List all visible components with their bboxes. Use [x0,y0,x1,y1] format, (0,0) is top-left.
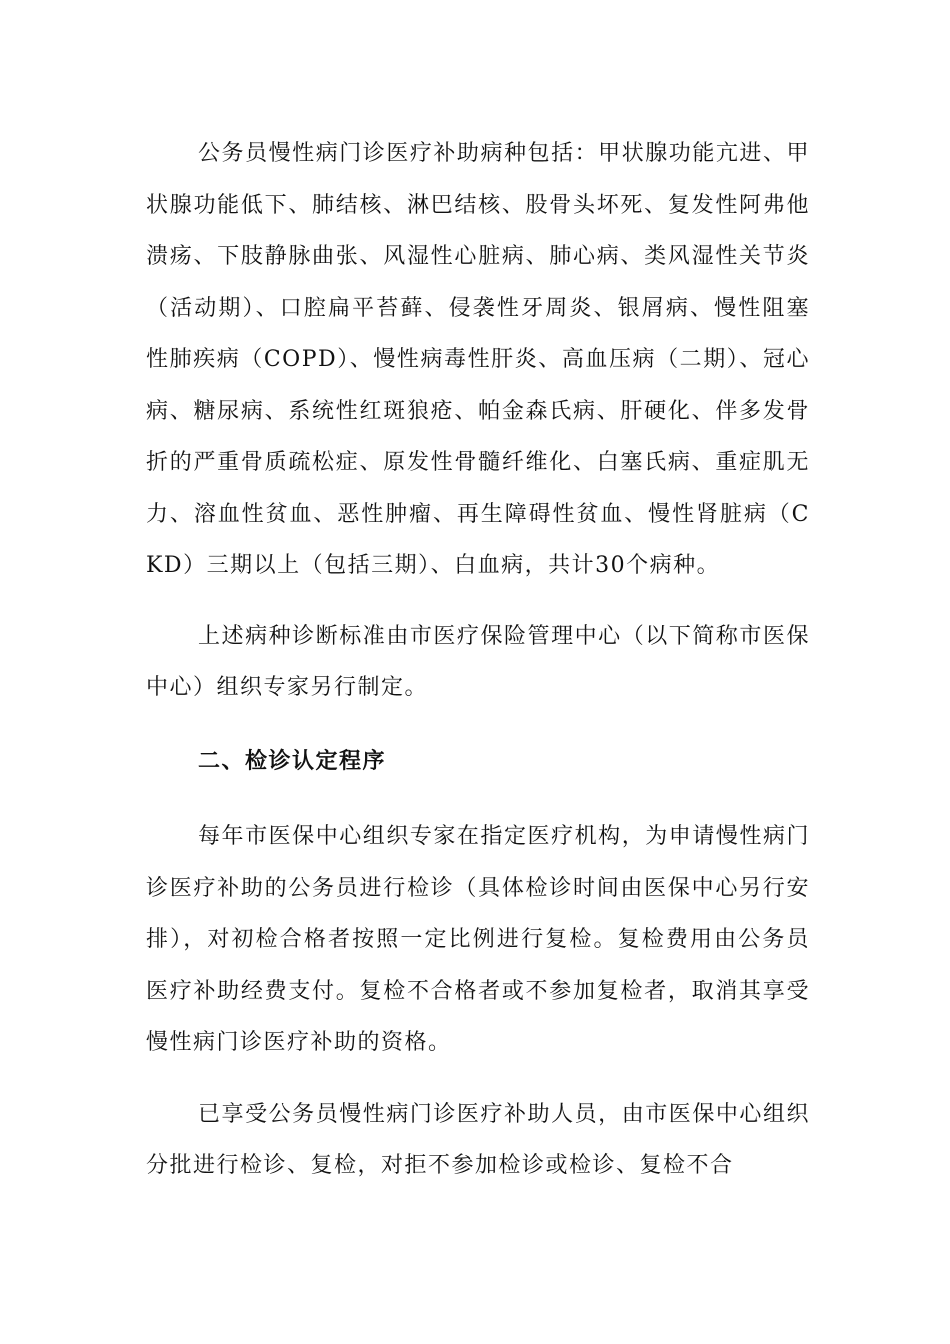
paragraph-disease-list: 公务员慢性病门诊医疗补助病种包括：甲状腺功能亢进、甲状腺功能低下、肺结核、淋巴结核、股骨头坏死、复发性阿弗他溃疡、下肢静脉曲张、风湿性心脏病、肺心病、类风湿性关节炎（活动期）、口腔扁平苔藓、侵袭性牙周炎、银屑病、慢性阻塞性肺疾病（COPD）、慢性病毒性肝炎、高血压病（二期）、冠心病、糖尿病、系统性红斑狼疮、帕金森氏病、肝硬化、伴多发骨折的严重骨质疏松症、原发性骨髓纤维化、白塞氏病、重症肌无力、溶血性贫血、恶性肿瘤、再生障碍性贫血、慢性肾脏病（CKD）三期以上（包括三期）、白血病，共计30个病种。 [146,141,810,578]
paragraph-diagnosis-standard: 上述病种诊断标准由市医疗保险管理中心（以下简称市医保中心）组织专家另行制定。 [146,623,810,700]
section-heading: 二、检诊认定程序 [198,748,387,774]
document-page [146,128,810,1192]
paragraph-existing-recipients: 已享受公务员慢性病门诊医疗补助人员，由市医保中心组织分批进行检诊、复检，对拒不参加检诊或检诊、复检不合 [146,1101,810,1178]
paragraph-examination: 每年市医保中心组织专家在指定医疗机构，为申请慢性病门诊医疗补助的公务员进行检诊（具体检诊时间由医保中心另行安排），对初检合格者按照一定比例进行复检。复检费用由公务员医疗补助经费支付。复检不合格者或不参加复检者，取消其享受慢性病门诊医疗补助的资格。 [146,824,810,1055]
